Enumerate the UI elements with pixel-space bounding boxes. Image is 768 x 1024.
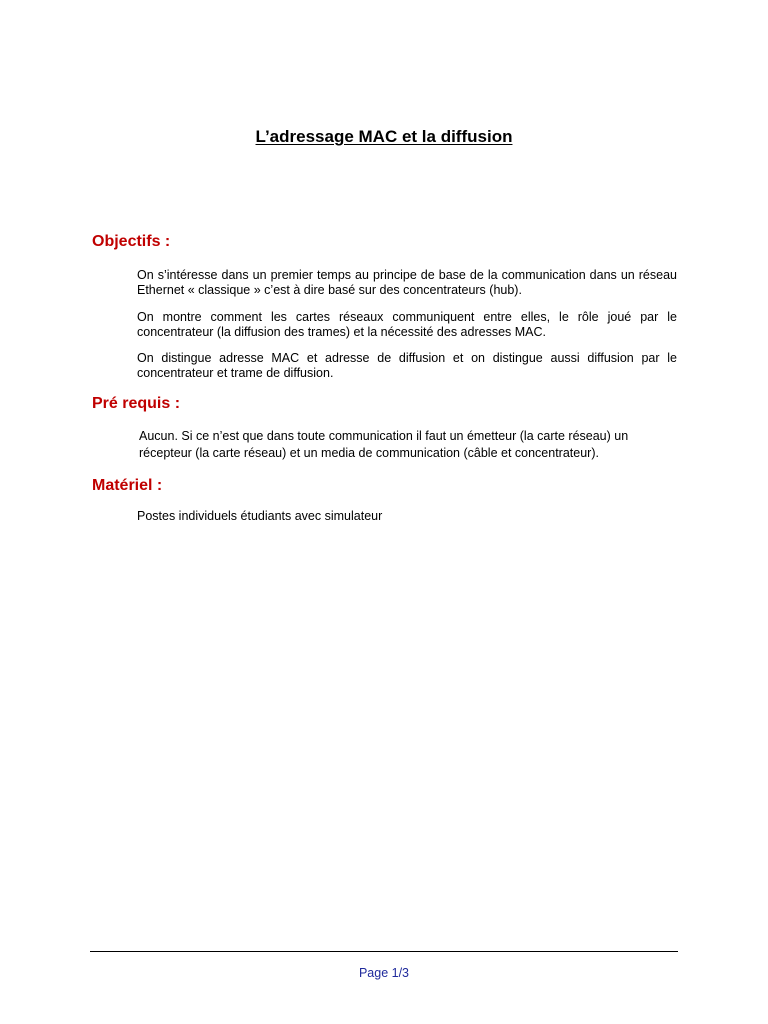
section-heading-objectifs: Objectifs :: [92, 233, 171, 250]
prerequis-paragraph-1: Aucun. Si ce n’est que dans toute communication il faut un émetteur (la carte réseau) un récepteur (la carte réseau) et un media de communication (câble et concentrateur).: [139, 429, 629, 460]
page-number: Page 1/3: [358, 966, 410, 980]
document-title: L’adressage MAC et la diffusion: [255, 127, 513, 146]
objectifs-paragraph-3: On distingue adresse MAC et adresse de diffusion et on distingue aussi diffusion par le concentrateur et trame de diffusion.: [137, 351, 677, 380]
section-heading-materiel: Matériel :: [92, 477, 163, 494]
footer-divider: [90, 951, 678, 952]
materiel-paragraph-1: Postes individuels étudiants avec simulateur: [137, 509, 383, 523]
objectifs-paragraph-2: On montre comment les cartes réseaux communiquent entre elles, le rôle joué par le concentrateur (la diffusion des trames) et la nécessité des adresses MAC.: [137, 310, 677, 339]
section-heading-prerequis: Pré requis :: [92, 395, 181, 412]
objectifs-paragraph-1: On s’intéresse dans un premier temps au principe de base de la communication dans un réseau Ethernet « classique » c’est à dire basé sur des concentrateurs (hub).: [137, 268, 677, 297]
